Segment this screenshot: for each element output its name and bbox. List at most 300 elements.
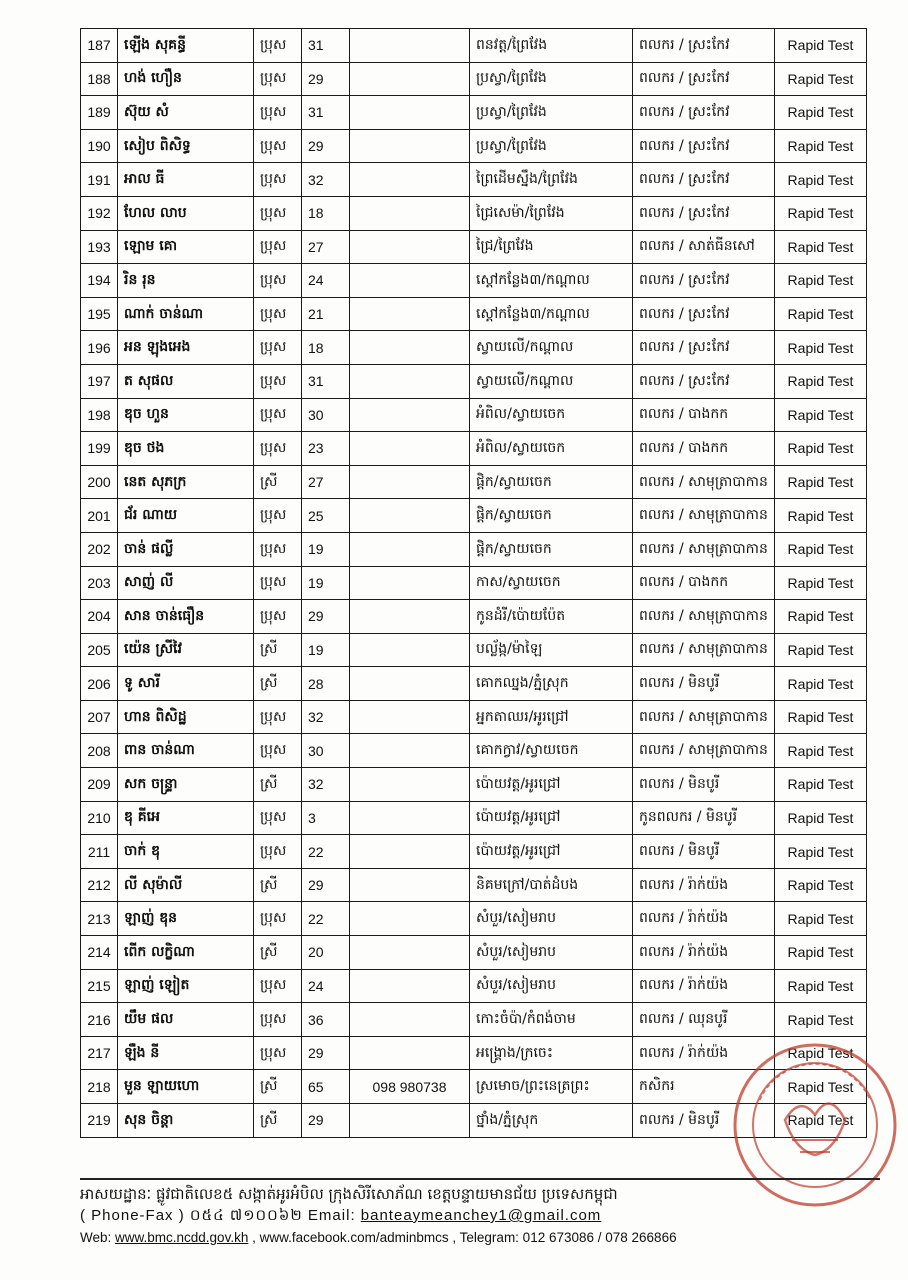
cell-person-name: យ៉េន ស្រីវៃ: [118, 633, 254, 667]
cell-sex: ស្រី: [254, 1070, 302, 1104]
cell-home-address: ស្រមោច/ព្រះនេត្រព្រះ: [470, 1070, 633, 1104]
cell-home-address: សំបួរ/សៀមរាប: [470, 936, 633, 970]
cell-occupation-location: ពលករ / សាមុត្រាបាកាន: [633, 532, 775, 566]
cell-phone-number: [350, 868, 470, 902]
table-row: [81, 1104, 867, 1138]
table-row: [81, 264, 867, 298]
cell-row-number: 203: [81, 566, 118, 600]
cell-occupation-location: ពលករ / រ៉ាក់យ៉ង: [633, 868, 775, 902]
cell-occupation-location: ពលករ / សាមុត្រាបាកាន: [633, 465, 775, 499]
cell-test-type: Rapid Test: [775, 96, 867, 130]
cell-person-name: សៀប ពិសិទ្ធ: [118, 129, 254, 163]
cell-test-type: Rapid Test: [775, 868, 867, 902]
cell-phone-number: [350, 969, 470, 1003]
cell-home-address: ប៉ោយវត្ត/អូរជ្រៅ: [470, 768, 633, 802]
cell-sex: ប្រុស: [254, 163, 302, 197]
cell-occupation-location: ពលករ / សាមុត្រាបាកាន: [633, 734, 775, 768]
table-row: [81, 499, 867, 533]
table-row: [81, 1003, 867, 1037]
cell-age: 27: [302, 465, 350, 499]
cell-occupation-location: ពលករ / បាងកក: [633, 398, 775, 432]
cell-home-address: ស្តៅកន្លែង៣/កណ្តាល: [470, 297, 633, 331]
cell-sex: ប្រុស: [254, 902, 302, 936]
cell-sex: ប្រុស: [254, 297, 302, 331]
table-row: [81, 1036, 867, 1070]
cell-person-name: អាល ធី: [118, 163, 254, 197]
cell-sex: ស្រី: [254, 768, 302, 802]
cell-row-number: 207: [81, 700, 118, 734]
cell-row-number: 205: [81, 633, 118, 667]
cell-age: 24: [302, 969, 350, 1003]
cell-occupation-location: ពលករ / សាមុត្រាបាកាន: [633, 600, 775, 634]
cell-phone-number: [350, 1036, 470, 1070]
cell-age: 29: [302, 1104, 350, 1138]
cell-test-type: Rapid Test: [775, 969, 867, 1003]
cell-home-address: ផ្តិក/ស្វាយចេក: [470, 465, 633, 499]
cell-sex: ស្រី: [254, 936, 302, 970]
cell-test-type: Rapid Test: [775, 432, 867, 466]
footer-contact: [80, 1205, 880, 1227]
cell-person-name: ណាក់ ចាន់ណា: [118, 297, 254, 331]
cell-row-number: 188: [81, 62, 118, 96]
cell-occupation-location: ពលករ / រ៉ាក់យ៉ង: [633, 969, 775, 1003]
cell-occupation-location: ពលករ / រ៉ាក់យ៉ង: [633, 936, 775, 970]
cell-test-type: Rapid Test: [775, 364, 867, 398]
cell-person-name: មួន ឡាយហោ: [118, 1070, 254, 1104]
cell-row-number: 202: [81, 532, 118, 566]
cell-home-address: អង្គ្រោង/ក្រចេះ: [470, 1036, 633, 1070]
cell-sex: ប្រុស: [254, 29, 302, 63]
cell-home-address: ថ្នាំង/ភ្នំស្រុក: [470, 1104, 633, 1138]
cell-sex: ប្រុស: [254, 62, 302, 96]
cell-home-address: ប្រស្វា/ព្រៃវែង: [470, 96, 633, 130]
cell-person-name: ពើក លក្ខិណា: [118, 936, 254, 970]
cell-sex: ស្រី: [254, 868, 302, 902]
cell-row-number: 192: [81, 196, 118, 230]
cell-sex: ប្រុស: [254, 600, 302, 634]
cell-test-type: Rapid Test: [775, 633, 867, 667]
footer-phone: ( Phone-Fax ) ០៥៤ ៧១០០៦២ Email:: [80, 1207, 361, 1224]
cell-test-type: Rapid Test: [775, 1003, 867, 1037]
table-row: [81, 969, 867, 1003]
cell-occupation-location: ពលករ / មិនបូរី: [633, 835, 775, 869]
cell-occupation-location: ពលករ / បាងកក: [633, 432, 775, 466]
cell-age: 18: [302, 196, 350, 230]
cell-row-number: 216: [81, 1003, 118, 1037]
cell-phone-number: [350, 936, 470, 970]
cell-phone-number: [350, 230, 470, 264]
cell-person-name: ឌុ គីអេ: [118, 801, 254, 835]
cell-sex: ប្រុស: [254, 432, 302, 466]
cell-phone-number: [350, 835, 470, 869]
cell-phone-number: [350, 331, 470, 365]
cell-sex: ប្រុស: [254, 835, 302, 869]
cell-sex: ស្រី: [254, 1104, 302, 1138]
cell-person-name: លី សុម៉ាលី: [118, 868, 254, 902]
cell-age: 27: [302, 230, 350, 264]
cell-home-address: ផ្តិក/ស្វាយចេក: [470, 532, 633, 566]
table-row: [81, 936, 867, 970]
cell-row-number: 212: [81, 868, 118, 902]
cell-age: 19: [302, 633, 350, 667]
cell-home-address: សំបួរ/សៀមរាប: [470, 969, 633, 1003]
cell-age: 29: [302, 868, 350, 902]
cell-test-type: Rapid Test: [775, 566, 867, 600]
table-row: [81, 62, 867, 96]
cell-home-address: និគមក្រៅ/បាត់ដំបង: [470, 868, 633, 902]
cell-home-address: អ្នកតាឈរ/អូរជ្រៅ: [470, 700, 633, 734]
cell-row-number: 200: [81, 465, 118, 499]
footer-web: [80, 1227, 880, 1249]
cell-age: 19: [302, 532, 350, 566]
table-row: [81, 566, 867, 600]
cell-occupation-location: ពលករ / សាមុត្រាបាកាន: [633, 700, 775, 734]
cell-row-number: 215: [81, 969, 118, 1003]
cell-row-number: 189: [81, 96, 118, 130]
cell-home-address: ផ្តិក/ស្វាយចេក: [470, 499, 633, 533]
cell-home-address: ជ្រៃ/ព្រៃវែង: [470, 230, 633, 264]
cell-phone-number: [350, 700, 470, 734]
cell-home-address: ជ្រៃសេម៉ា/ព្រៃវែង: [470, 196, 633, 230]
cell-phone-number: [350, 566, 470, 600]
cell-age: 30: [302, 398, 350, 432]
cell-row-number: 209: [81, 768, 118, 802]
cell-phone-number: [350, 768, 470, 802]
cell-test-type: Rapid Test: [775, 1070, 867, 1104]
cell-phone-number: [350, 1104, 470, 1138]
cell-person-name: សាន ចាន់ធឿន: [118, 600, 254, 634]
cell-occupation-location: ពលករ / សាមុត្រាបាកាន: [633, 633, 775, 667]
cell-test-type: Rapid Test: [775, 1104, 867, 1138]
cell-test-type: Rapid Test: [775, 196, 867, 230]
cell-person-name: ហាន ពិសិដ្ឋ: [118, 700, 254, 734]
cell-home-address: ស្វាយលើ/កណ្តាល: [470, 364, 633, 398]
cell-sex: ប្រុស: [254, 96, 302, 130]
cell-test-type: Rapid Test: [775, 331, 867, 365]
cell-phone-number: [350, 600, 470, 634]
cell-row-number: 190: [81, 129, 118, 163]
table-row: [81, 700, 867, 734]
cell-test-type: Rapid Test: [775, 902, 867, 936]
cell-age: 23: [302, 432, 350, 466]
cell-person-name: រិន រុន: [118, 264, 254, 298]
cell-home-address: ប្រស្វា/ព្រៃវែង: [470, 62, 633, 96]
cell-occupation-location: ពលករ / មិនបូរី: [633, 667, 775, 701]
cell-row-number: 217: [81, 1036, 118, 1070]
cell-test-type: Rapid Test: [775, 801, 867, 835]
cell-phone-number: [350, 1003, 470, 1037]
cell-age: 22: [302, 902, 350, 936]
table-row: [81, 835, 867, 869]
cell-sex: ប្រុស: [254, 700, 302, 734]
cell-person-name: សាញ់ លី: [118, 566, 254, 600]
cell-sex: ស្រី: [254, 465, 302, 499]
patient-roster-table: [80, 28, 867, 1138]
cell-test-type: Rapid Test: [775, 768, 867, 802]
cell-occupation-location: ពលករ / ស្រះកែវ: [633, 129, 775, 163]
cell-occupation-location: ពលករ / ស្រះកែវ: [633, 96, 775, 130]
cell-person-name: សក ចន្ទ្រា: [118, 768, 254, 802]
table-row: [81, 364, 867, 398]
cell-home-address: ស្តៅកន្លែង៣/កណ្តាល: [470, 264, 633, 298]
table-row: [81, 163, 867, 197]
cell-age: 28: [302, 667, 350, 701]
cell-person-name: ពាន ចាន់ណា: [118, 734, 254, 768]
cell-test-type: Rapid Test: [775, 398, 867, 432]
cell-occupation-location: ពលករ / ស្រះកែវ: [633, 29, 775, 63]
cell-occupation-location: ពលករ / មិនបូរី: [633, 1104, 775, 1138]
cell-row-number: 210: [81, 801, 118, 835]
cell-test-type: Rapid Test: [775, 532, 867, 566]
cell-occupation-location: ពលករ / បាងកក: [633, 566, 775, 600]
cell-row-number: 198: [81, 398, 118, 432]
cell-phone-number: 098 980738: [350, 1070, 470, 1104]
cell-person-name: ហង់ ហឿន: [118, 62, 254, 96]
cell-sex: ប្រុស: [254, 230, 302, 264]
cell-row-number: 219: [81, 1104, 118, 1138]
table-row: [81, 29, 867, 63]
cell-occupation-location: ពលករ / ឈុនបូរី: [633, 1003, 775, 1037]
cell-age: 19: [302, 566, 350, 600]
cell-person-name: សុន ចិន្តា: [118, 1104, 254, 1138]
table-row: [81, 633, 867, 667]
cell-age: 32: [302, 700, 350, 734]
cell-age: 20: [302, 936, 350, 970]
cell-row-number: 197: [81, 364, 118, 398]
cell-occupation-location: ពលករ / ស្រះកែវ: [633, 196, 775, 230]
table-row: [81, 532, 867, 566]
cell-sex: ប្រុស: [254, 532, 302, 566]
cell-sex: ប្រុស: [254, 499, 302, 533]
cell-test-type: Rapid Test: [775, 499, 867, 533]
cell-test-type: Rapid Test: [775, 936, 867, 970]
cell-home-address: កូនដំរី/ប៉ោយប៉ែត: [470, 600, 633, 634]
cell-phone-number: [350, 29, 470, 63]
cell-row-number: 196: [81, 331, 118, 365]
cell-test-type: Rapid Test: [775, 264, 867, 298]
cell-test-type: Rapid Test: [775, 230, 867, 264]
cell-occupation-location: កូនពលករ / មិនបូរី: [633, 801, 775, 835]
cell-row-number: 214: [81, 936, 118, 970]
cell-phone-number: [350, 532, 470, 566]
cell-phone-number: [350, 902, 470, 936]
cell-person-name: ចាក់ ឌុ: [118, 835, 254, 869]
cell-occupation-location: ពលករ / ស្រះកែវ: [633, 62, 775, 96]
cell-occupation-location: ពលករ / រ៉ាក់យ៉ង: [633, 902, 775, 936]
cell-phone-number: [350, 734, 470, 768]
cell-sex: ប្រុស: [254, 264, 302, 298]
cell-home-address: ប្រស្វា/ព្រៃវែង: [470, 129, 633, 163]
cell-person-name: ស៊ុយ សំ: [118, 96, 254, 130]
footer-social-telegram: , www.facebook.com/adminbmcs , Telegram: 012 673086 / 078 266866: [248, 1230, 677, 1245]
cell-sex: ប្រុស: [254, 1036, 302, 1070]
cell-age: 31: [302, 96, 350, 130]
table-row: [81, 801, 867, 835]
cell-home-address: អំពិល/ស្វាយចេក: [470, 432, 633, 466]
cell-phone-number: [350, 96, 470, 130]
cell-row-number: 194: [81, 264, 118, 298]
table-row: [81, 129, 867, 163]
table-row: [81, 667, 867, 701]
cell-home-address: គោកឈ្នង/ភ្នំស្រុក: [470, 667, 633, 701]
cell-occupation-location: ពលករ / ស្រះកែវ: [633, 297, 775, 331]
cell-sex: ប្រុស: [254, 331, 302, 365]
cell-phone-number: [350, 633, 470, 667]
cell-sex: ស្រី: [254, 667, 302, 701]
table-row: [81, 331, 867, 365]
cell-home-address: គោកក្វាវ/ស្វាយចេក: [470, 734, 633, 768]
cell-phone-number: [350, 432, 470, 466]
footer-web-label: Web:: [80, 1230, 116, 1245]
cell-test-type: Rapid Test: [775, 297, 867, 331]
table-row: [81, 297, 867, 331]
cell-occupation-location: ពលករ / សាត់ធីនសៅ: [633, 230, 775, 264]
cell-sex: ប្រុស: [254, 734, 302, 768]
cell-occupation-location: ពលករ / រ៉ាក់យ៉ង: [633, 1036, 775, 1070]
cell-test-type: Rapid Test: [775, 163, 867, 197]
cell-person-name: ហែល លាប: [118, 196, 254, 230]
cell-phone-number: [350, 163, 470, 197]
cell-person-name: ទូ សារី: [118, 667, 254, 701]
letterhead-footer: [80, 1178, 880, 1249]
roster-body: [81, 29, 867, 1138]
cell-home-address: អំពិល/ស្វាយចេក: [470, 398, 633, 432]
cell-occupation-location: ពលករ / សាមុត្រាបាកាន: [633, 499, 775, 533]
cell-sex: ប្រុស: [254, 398, 302, 432]
cell-phone-number: [350, 465, 470, 499]
cell-age: 32: [302, 163, 350, 197]
cell-phone-number: [350, 499, 470, 533]
cell-row-number: 208: [81, 734, 118, 768]
cell-person-name: ត សុផល: [118, 364, 254, 398]
cell-person-name: ឡាញ់ ឌុន: [118, 902, 254, 936]
cell-person-name: ឌុច ថង: [118, 432, 254, 466]
cell-person-name: ឌុច ហួន: [118, 398, 254, 432]
table-row: [81, 465, 867, 499]
table-row: [81, 768, 867, 802]
cell-row-number: 206: [81, 667, 118, 701]
cell-occupation-location: ពលករ / ស្រះកែវ: [633, 364, 775, 398]
cell-row-number: 204: [81, 600, 118, 634]
cell-home-address: សំបួរ/សៀមរាប: [470, 902, 633, 936]
cell-age: 31: [302, 364, 350, 398]
cell-age: 21: [302, 297, 350, 331]
cell-age: 30: [302, 734, 350, 768]
cell-age: 29: [302, 600, 350, 634]
cell-test-type: Rapid Test: [775, 734, 867, 768]
cell-sex: ប្រុស: [254, 969, 302, 1003]
cell-home-address: ពនវត្ត/ព្រៃវែង: [470, 29, 633, 63]
cell-age: 24: [302, 264, 350, 298]
cell-sex: ប្រុស: [254, 566, 302, 600]
cell-phone-number: [350, 264, 470, 298]
cell-phone-number: [350, 297, 470, 331]
cell-person-name: ឡើង សុគន្ធី: [118, 29, 254, 63]
table-row: [81, 196, 867, 230]
cell-age: 32: [302, 768, 350, 802]
cell-age: 29: [302, 129, 350, 163]
cell-person-name: យឹម ផល: [118, 1003, 254, 1037]
table-row: [81, 96, 867, 130]
cell-row-number: 211: [81, 835, 118, 869]
cell-person-name: ជ័រ ណាយ: [118, 499, 254, 533]
table-row: [81, 432, 867, 466]
cell-phone-number: [350, 62, 470, 96]
cell-occupation-location: ពលករ / មិនបូរី: [633, 768, 775, 802]
cell-occupation-location: ពលករ / ស្រះកែវ: [633, 163, 775, 197]
cell-person-name: អន ឡុងអេង: [118, 331, 254, 365]
cell-phone-number: [350, 364, 470, 398]
cell-phone-number: [350, 667, 470, 701]
cell-age: 29: [302, 1036, 350, 1070]
cell-home-address: កោះចំប៉ា/កំពង់ចាម: [470, 1003, 633, 1037]
cell-phone-number: [350, 196, 470, 230]
cell-home-address: ព្រៃដើមស្នឹង/ព្រៃវែង: [470, 163, 633, 197]
cell-row-number: 213: [81, 902, 118, 936]
table-row: [81, 398, 867, 432]
footer-address: អាសយដ្ឋានៈ ផ្លូវជាតិលេខ៥ សង្កាត់អូរអំបិល ក្រុងសិរីសោភ័ណ ខេត្តបន្ទាយមានជ័យ ប្រទេសកម្ពុជា: [80, 1185, 618, 1203]
cell-test-type: Rapid Test: [775, 667, 867, 701]
cell-row-number: 193: [81, 230, 118, 264]
cell-row-number: 195: [81, 297, 118, 331]
cell-sex: ប្រុស: [254, 129, 302, 163]
cell-age: 18: [302, 331, 350, 365]
cell-home-address: ប៉ោយវត្ត/អូរជ្រៅ: [470, 835, 633, 869]
cell-sex: ស្រី: [254, 633, 302, 667]
cell-age: 29: [302, 62, 350, 96]
cell-test-type: Rapid Test: [775, 62, 867, 96]
cell-row-number: 199: [81, 432, 118, 466]
cell-home-address: កាស/ស្វាយចេក: [470, 566, 633, 600]
cell-phone-number: [350, 129, 470, 163]
cell-person-name: នេត សុភក្រ: [118, 465, 254, 499]
cell-age: 3: [302, 801, 350, 835]
cell-occupation-location: ពលករ / ស្រះកែវ: [633, 264, 775, 298]
cell-test-type: Rapid Test: [775, 835, 867, 869]
cell-row-number: 187: [81, 29, 118, 63]
cell-sex: ប្រុស: [254, 364, 302, 398]
cell-test-type: Rapid Test: [775, 129, 867, 163]
cell-test-type: Rapid Test: [775, 29, 867, 63]
table-row: [81, 734, 867, 768]
footer-email-link[interactable]: banteaymeanchey1@gmail.com: [360, 1207, 602, 1224]
cell-test-type: Rapid Test: [775, 1036, 867, 1070]
table-row: [81, 1070, 867, 1104]
cell-phone-number: [350, 398, 470, 432]
cell-phone-number: [350, 801, 470, 835]
footer-website-link[interactable]: www.bmc.ncdd.gov.kh: [115, 1230, 249, 1245]
cell-person-name: ឡឺង នី: [118, 1036, 254, 1070]
cell-occupation-location: ពលករ / ស្រះកែវ: [633, 331, 775, 365]
cell-age: 36: [302, 1003, 350, 1037]
cell-sex: ប្រុស: [254, 1003, 302, 1037]
cell-person-name: ឡោម គោ: [118, 230, 254, 264]
cell-row-number: 201: [81, 499, 118, 533]
cell-home-address: ស្វាយលើ/កណ្តាល: [470, 331, 633, 365]
cell-sex: ប្រុស: [254, 801, 302, 835]
table-row: [81, 902, 867, 936]
cell-home-address: ប៉ោយវត្ត/អូរជ្រៅ: [470, 801, 633, 835]
cell-test-type: Rapid Test: [775, 600, 867, 634]
table-row: [81, 868, 867, 902]
table-row: [81, 230, 867, 264]
table-row: [81, 600, 867, 634]
cell-home-address: បល្ល័ង្ក/ម៉ាឡៃ: [470, 633, 633, 667]
cell-test-type: Rapid Test: [775, 465, 867, 499]
cell-age: 65: [302, 1070, 350, 1104]
cell-age: 31: [302, 29, 350, 63]
cell-age: 25: [302, 499, 350, 533]
